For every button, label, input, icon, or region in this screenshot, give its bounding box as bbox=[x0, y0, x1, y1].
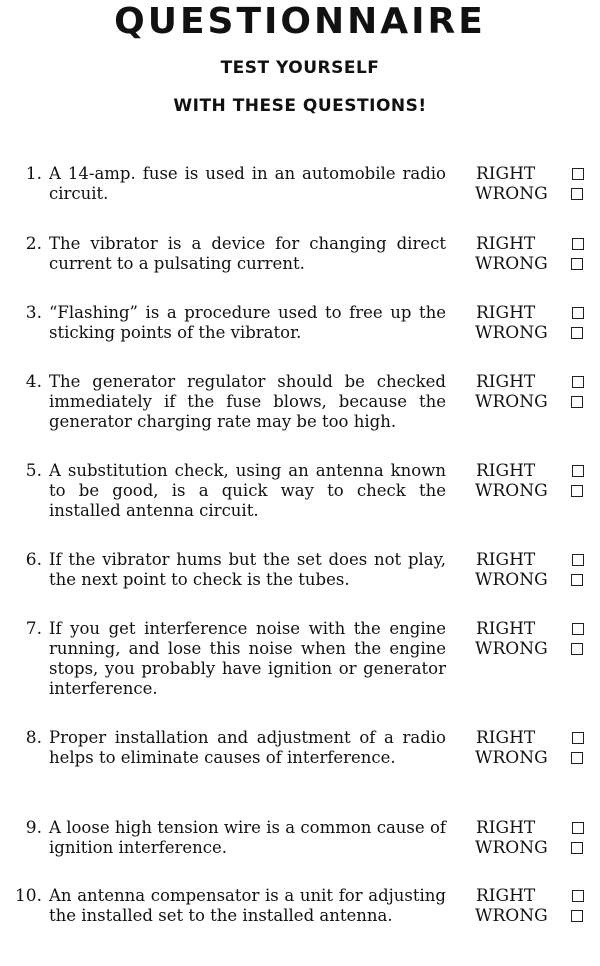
wrong-option[interactable] bbox=[475, 323, 595, 343]
question-text: A 14-amp. fuse is used in an automobile radio circuit. bbox=[49, 164, 446, 203]
wrong-option[interactable] bbox=[475, 748, 595, 768]
wrong-option[interactable] bbox=[475, 570, 595, 590]
right-option[interactable] bbox=[475, 728, 595, 748]
right-label: RIGHT bbox=[476, 461, 536, 481]
wrong-checkbox[interactable] bbox=[571, 752, 583, 764]
question-item bbox=[0, 550, 600, 630]
right-label: RIGHT bbox=[476, 234, 536, 254]
right-option[interactable] bbox=[475, 164, 595, 184]
right-label: RIGHT bbox=[476, 550, 536, 570]
right-label: RIGHT bbox=[476, 619, 536, 639]
right-checkbox[interactable] bbox=[572, 376, 584, 388]
wrong-label: WRONG bbox=[475, 323, 548, 343]
right-option[interactable] bbox=[475, 303, 595, 323]
answer-options bbox=[475, 164, 595, 204]
question-item bbox=[0, 372, 600, 452]
page-title: QUESTIONNAIRE bbox=[114, 1, 486, 42]
right-option[interactable] bbox=[475, 550, 595, 570]
right-label: RIGHT bbox=[476, 886, 536, 906]
right-option[interactable] bbox=[475, 461, 595, 481]
answer-options bbox=[475, 550, 595, 590]
wrong-option[interactable] bbox=[475, 481, 595, 501]
right-checkbox[interactable] bbox=[572, 554, 584, 566]
wrong-label: WRONG bbox=[475, 184, 548, 204]
right-checkbox[interactable] bbox=[572, 623, 584, 635]
wrong-label: WRONG bbox=[475, 254, 548, 274]
wrong-checkbox[interactable] bbox=[571, 327, 583, 339]
question-number: 4. bbox=[25, 372, 42, 392]
question-text: The generator regulator should be checked immediately if the fuse blows, because the generator charging rate may be too high. bbox=[49, 372, 446, 431]
wrong-checkbox[interactable] bbox=[571, 258, 583, 270]
right-checkbox[interactable] bbox=[572, 732, 584, 744]
right-option[interactable] bbox=[475, 818, 595, 838]
question-item bbox=[0, 164, 600, 244]
subtitle-line-2: WITH THESE QUESTIONS! bbox=[173, 96, 427, 116]
right-checkbox[interactable] bbox=[572, 465, 584, 477]
right-option[interactable] bbox=[475, 372, 595, 392]
wrong-checkbox[interactable] bbox=[571, 910, 583, 922]
answer-options bbox=[475, 886, 595, 926]
answer-options bbox=[475, 234, 595, 274]
wrong-label: WRONG bbox=[475, 639, 548, 659]
right-checkbox[interactable] bbox=[572, 822, 584, 834]
wrong-option[interactable] bbox=[475, 392, 595, 412]
question-text: “Flashing” is a procedure used to free up the sticking points of the vibrator. bbox=[49, 303, 446, 342]
question-number: 6. bbox=[25, 550, 42, 570]
question-text: A substitution check, using an antenna known to be good, is a quick way to check the installed antenna circuit. bbox=[49, 461, 446, 520]
right-option[interactable] bbox=[475, 886, 595, 906]
right-option[interactable] bbox=[475, 619, 595, 639]
answer-options bbox=[475, 303, 595, 343]
wrong-checkbox[interactable] bbox=[571, 485, 583, 497]
answer-options bbox=[475, 372, 595, 412]
wrong-option[interactable] bbox=[475, 838, 595, 858]
wrong-label: WRONG bbox=[475, 838, 548, 858]
wrong-label: WRONG bbox=[475, 570, 548, 590]
wrong-label: WRONG bbox=[475, 906, 548, 926]
right-label: RIGHT bbox=[476, 728, 536, 748]
wrong-option[interactable] bbox=[475, 639, 595, 659]
right-checkbox[interactable] bbox=[572, 168, 584, 180]
right-label: RIGHT bbox=[476, 164, 536, 184]
question-text: A loose high tension wire is a common cause of ignition interference. bbox=[49, 818, 446, 857]
answer-options bbox=[475, 728, 595, 768]
answer-options bbox=[475, 619, 595, 659]
answer-options bbox=[475, 818, 595, 858]
wrong-checkbox[interactable] bbox=[571, 643, 583, 655]
wrong-label: WRONG bbox=[475, 392, 548, 412]
right-label: RIGHT bbox=[476, 818, 536, 838]
wrong-label: WRONG bbox=[475, 748, 548, 768]
question-number: 7. bbox=[25, 619, 42, 639]
question-number: 9. bbox=[25, 818, 42, 838]
wrong-option[interactable] bbox=[475, 906, 595, 926]
question-item bbox=[0, 619, 600, 699]
question-text: The vibrator is a device for changing direct current to a pulsating current. bbox=[49, 234, 446, 273]
right-label: RIGHT bbox=[476, 303, 536, 323]
right-checkbox[interactable] bbox=[572, 307, 584, 319]
wrong-checkbox[interactable] bbox=[571, 188, 583, 200]
question-text: If the vibrator hums but the set does not play, the next point to check is the tubes. bbox=[49, 550, 446, 589]
question-text: An antenna compensator is a unit for adjusting the installed set to the installed antenna. bbox=[49, 886, 446, 925]
question-number: 2. bbox=[25, 234, 42, 254]
question-text: Proper installation and adjustment of a radio helps to eliminate causes of interference. bbox=[49, 728, 446, 767]
wrong-checkbox[interactable] bbox=[571, 574, 583, 586]
right-checkbox[interactable] bbox=[572, 238, 584, 250]
wrong-option[interactable] bbox=[475, 184, 595, 204]
wrong-checkbox[interactable] bbox=[571, 396, 583, 408]
subtitle-line-1: TEST YOURSELF bbox=[220, 58, 380, 78]
right-option[interactable] bbox=[475, 234, 595, 254]
wrong-checkbox[interactable] bbox=[571, 842, 583, 854]
question-text: If you get interference noise with the engine running, and lose this noise when the engine stops, you probably have ignition or generator interference. bbox=[49, 619, 446, 698]
question-number: 3. bbox=[25, 303, 42, 323]
question-item bbox=[0, 303, 600, 383]
question-number: 5. bbox=[25, 461, 42, 481]
right-label: RIGHT bbox=[476, 372, 536, 392]
question-number: 1. bbox=[25, 164, 42, 184]
question-item bbox=[0, 234, 600, 314]
wrong-label: WRONG bbox=[475, 481, 548, 501]
answer-options bbox=[475, 461, 595, 501]
question-number: 10. bbox=[14, 886, 42, 906]
question-item bbox=[0, 728, 600, 808]
question-number: 8. bbox=[25, 728, 42, 748]
question-item bbox=[0, 461, 600, 541]
question-item bbox=[0, 886, 600, 966]
right-checkbox[interactable] bbox=[572, 890, 584, 902]
wrong-option[interactable] bbox=[475, 254, 595, 274]
